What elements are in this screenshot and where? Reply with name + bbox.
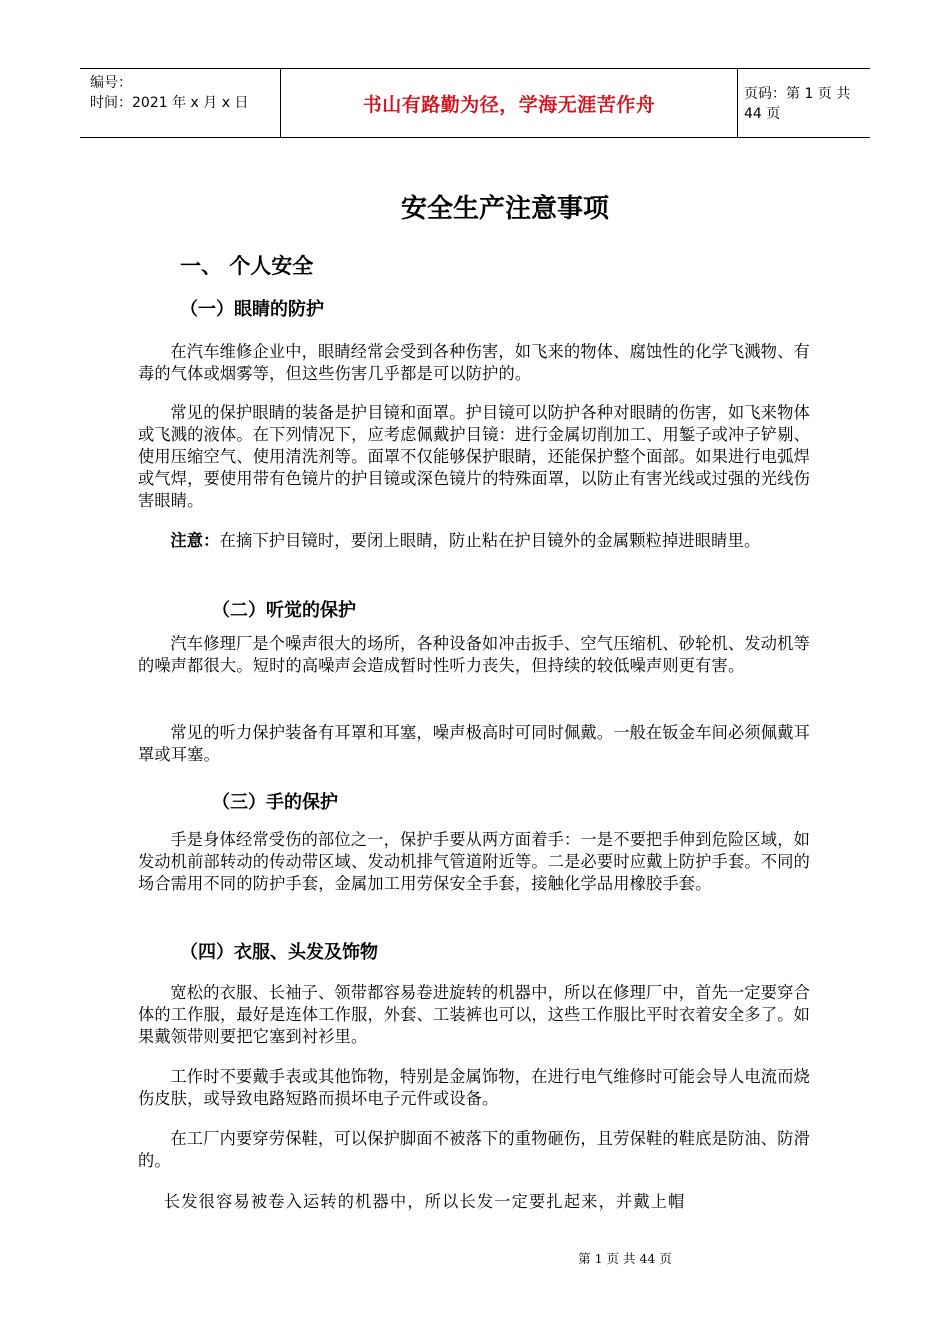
note-text: 在摘下护目镜时，要闭上眼睛，防止粘在护目镜外的金属颗粒掉进眼睛里。	[219, 531, 761, 550]
paragraph-hearing-2: 常见的听力保护装备有耳罩和耳塞，噪声极高时可同时佩戴。一般在钣金车间必须佩戴耳罩或耳塞。	[138, 723, 810, 764]
subheading-clothing: （四）衣服、头发及饰物	[180, 942, 378, 963]
paragraph-hand-1: 手是身体经常受伤的部位之一，保护手要从两方面着手：一是不要把手伸到危险区域，如发动机前部转动的传动带区域、发动机排气管道附近等。二是必要时应戴上防护手套。不同的场合需用不同的防护手套，金属加工用劳保安全手套，接触化学品用橡胶手套。	[138, 830, 810, 893]
page-footer: 第 1 页 共 44 页	[578, 1251, 672, 1266]
header-meta-cell	[80, 69, 280, 137]
header-page-info: 页码：第 1 页 共 44 页	[744, 86, 851, 122]
header-motto: 书山有路勤为径，学海无涯苦作舟	[280, 69, 738, 137]
note-label: 注意：	[170, 531, 220, 550]
paragraph-clothing-3: 在工厂内要穿劳保鞋，可以保护脚面不被落下的重物砸伤，且劳保鞋的鞋底是防油、防滑的。	[138, 1129, 810, 1170]
section-heading-personal-safety: 一、 个人安全	[180, 254, 314, 278]
date-label: 时间：2021 年 x 月 x 日	[90, 95, 249, 111]
paragraph-clothing-2: 工作时不要戴手表或其他饰物，特别是金属饰物，在进行电气维修时可能会导人电流而烧伤皮肤，或导致电路短路而损坏电子元件或设备。	[138, 1067, 810, 1108]
subheading-eye-protection: （一）眼睛的防护	[180, 299, 324, 320]
paragraph-clothing-4: 长发很容易被卷入运转的机器中，所以长发一定要扎起来，并戴上帽	[163, 1192, 686, 1211]
document-title: 安全生产注意事项	[400, 194, 609, 224]
subheading-hearing-protection: （二）听觉的保护	[212, 600, 356, 621]
paragraph-clothing-1: 宽松的衣服、长袖子、领带都容易卷进旋转的机器中，所以在修理厂中，首先一定要穿合体的工作服，最好是连体工作服，外套、工装裤也可以，这些工作服比平时衣着安全多了。如果戴领带则要把它塞到衬衫里。	[138, 983, 810, 1046]
header-table	[80, 68, 870, 138]
paragraph-eye-1: 在汽车维修企业中，眼睛经常会受到各种伤害，如飞来的物体、腐蚀性的化学飞溅物、有毒的气体或烟雾等，但这些伤害几乎都是可以防护的。	[138, 342, 810, 383]
number-label: 编号：	[90, 75, 132, 91]
subheading-hand-protection: （三）手的保护	[212, 792, 338, 813]
paragraph-eye-note	[138, 530, 810, 552]
paragraph-hearing-1: 汽车修理厂是个噪声很大的场所，各种设备如冲击扳手、空气压缩机、砂轮机、发动机等的噪声都很大。短时的高噪声会造成暂时性听力丧失，但持续的较低噪声则更有害。	[138, 634, 810, 675]
paragraph-eye-2: 常见的保护眼睛的装备是护目镜和面罩。护目镜可以防护各种对眼睛的伤害，如飞来物体或飞溅的液体。在下列情况下，应考虑佩戴护目镜：进行金属切削加工、用錾子或冲子铲剔、使用压缩空气、使用清洗剂等。面罩不仅能够保护眼睛，还能保护整个面部。如果进行电弧焊或气焊，要使用带有色镜片的护目镜或深色镜片的特殊面罩，以防止有害光线或过强的光线伤害眼睛。	[138, 403, 810, 510]
